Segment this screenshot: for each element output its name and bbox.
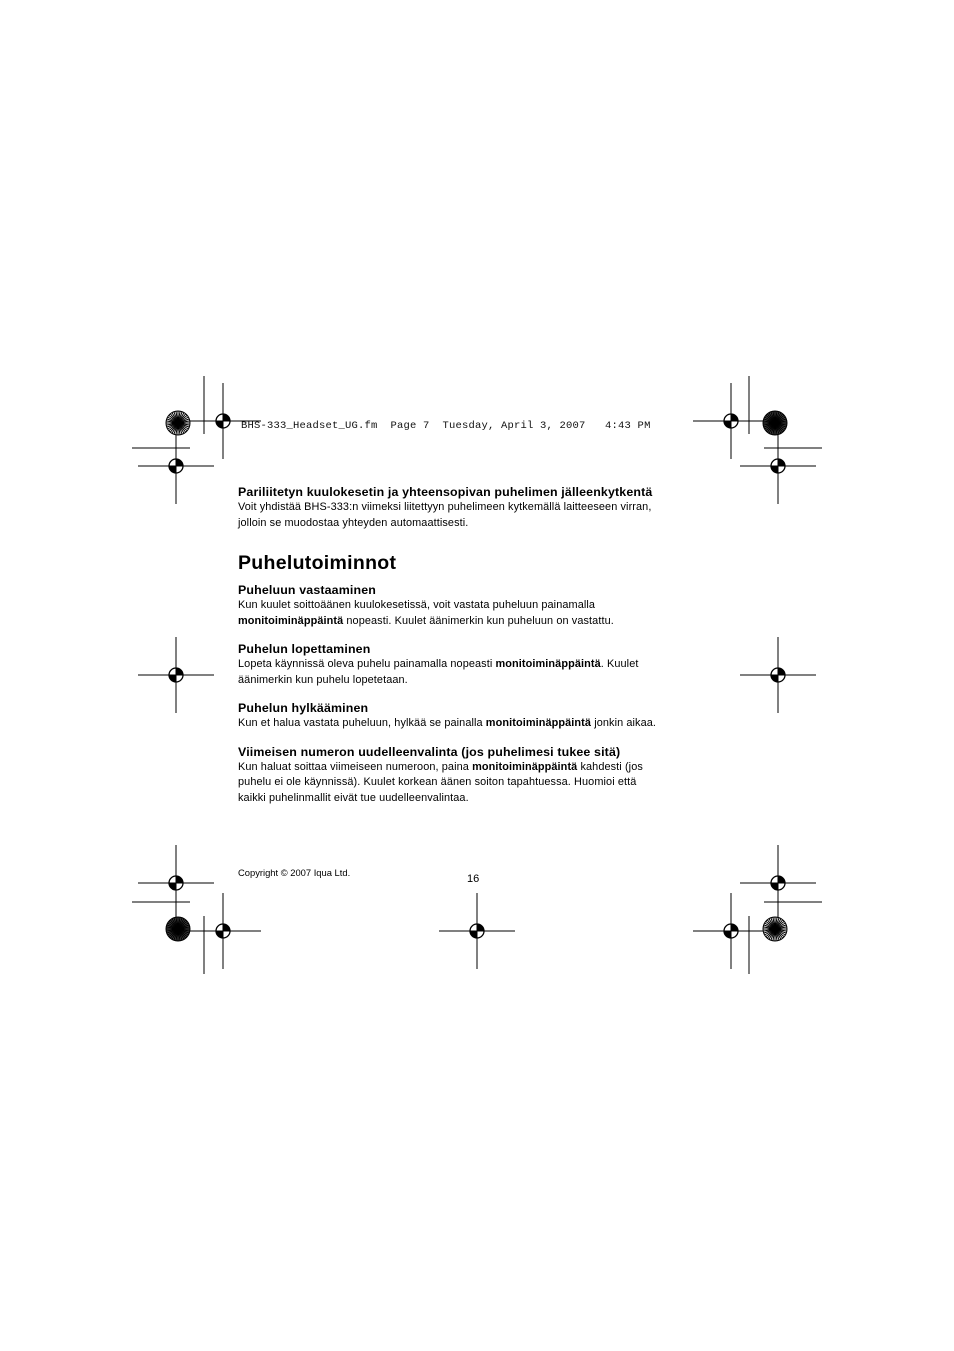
star-center	[773, 927, 777, 931]
registration-fill	[169, 883, 176, 890]
registration-fill	[731, 414, 738, 421]
registration-fill	[724, 421, 731, 428]
registration-fill	[771, 466, 778, 473]
heading-redial: Viimeisen numeron uudelleenvalinta (jos puhelimesi tukee sitä)	[238, 744, 621, 759]
registration-fill	[724, 931, 731, 938]
registration-fill	[176, 459, 183, 466]
key-name: monitoiminäppäintä	[495, 658, 601, 670]
star-center	[773, 421, 777, 425]
registration-fill	[176, 668, 183, 675]
registration-fill	[477, 924, 484, 931]
copyright-notice: Copyright © 2007 Iqua Ltd.	[238, 867, 351, 878]
heading-reject-call: Puhelun hylkääminen	[238, 701, 369, 715]
registration-fill	[778, 459, 785, 466]
registration-fill	[731, 924, 738, 931]
star-center	[176, 927, 180, 931]
paragraph-end-call: Lopeta käynnissä oleva puhelu painamalla nopeasti monitoiminäppäintä. Kuulet äänimerkin kun puhelu lopetetaan.	[238, 658, 639, 686]
heading-end-call: Puhelun lopettaminen	[238, 642, 371, 656]
key-name: monitoiminäppäintä	[485, 717, 592, 729]
registration-fill	[778, 668, 785, 675]
paragraph-reconnect: Voit yhdistää BHS-333:n viimeksi liitettyyn puhelimeen kytkemällä laitteeseen virran, jolloin se muodostaa yhteyden automaattisesti.	[238, 501, 652, 529]
star-center	[176, 421, 180, 425]
registration-fill	[223, 924, 230, 931]
registration-fill	[771, 675, 778, 682]
page-number: 16	[467, 873, 480, 885]
print-slug-line: BHS-333_Headset_UG.fm Page 7 Tuesday, April 3, 2007 4:43 PM	[241, 420, 651, 432]
heading-answer: Puheluun vastaaminen	[238, 583, 376, 597]
registration-fill	[771, 883, 778, 890]
registration-fill	[216, 931, 223, 938]
key-name: monitoiminäppäintä	[472, 760, 578, 773]
registration-fill	[169, 466, 176, 473]
registration-fill	[778, 876, 785, 883]
heading-reconnect: Pariliitetyn kuulokesetin ja yhteensopivan puhelimen jälleenkytkentä	[238, 485, 653, 499]
page-content	[238, 484, 718, 806]
paragraph-answer: Kun kuulet soittoäänen kuulokesetissä, voit vastata puheluun painamalla monitoiminäppäintä nopeasti. Kuulet äänimerkin kun puheluun on vastattu.	[238, 599, 614, 627]
registration-fill	[176, 876, 183, 883]
page-title: Puhelutoiminnot	[238, 552, 397, 574]
registration-fill	[169, 675, 176, 682]
paragraph-reject-call: Kun et halua vastata puheluun, hylkää se painalla monitoiminäppäintä jonkin aikaa.	[238, 717, 657, 729]
registration-fill	[223, 414, 230, 421]
registration-fill	[470, 931, 477, 938]
key-name: monitoiminäppäintä	[238, 614, 344, 627]
registration-fill	[216, 421, 223, 428]
paragraph-redial: Kun haluat soittaa viimeiseen numeroon, paina monitoiminäppäintä kahdesti (jos puhelu ei ole käynnissä). Kuulet korkean äänen soiton tapahtuessa. Huomioi että kaikki puhelinmallit eivät tue uudelleenvalintaa.	[238, 760, 643, 804]
